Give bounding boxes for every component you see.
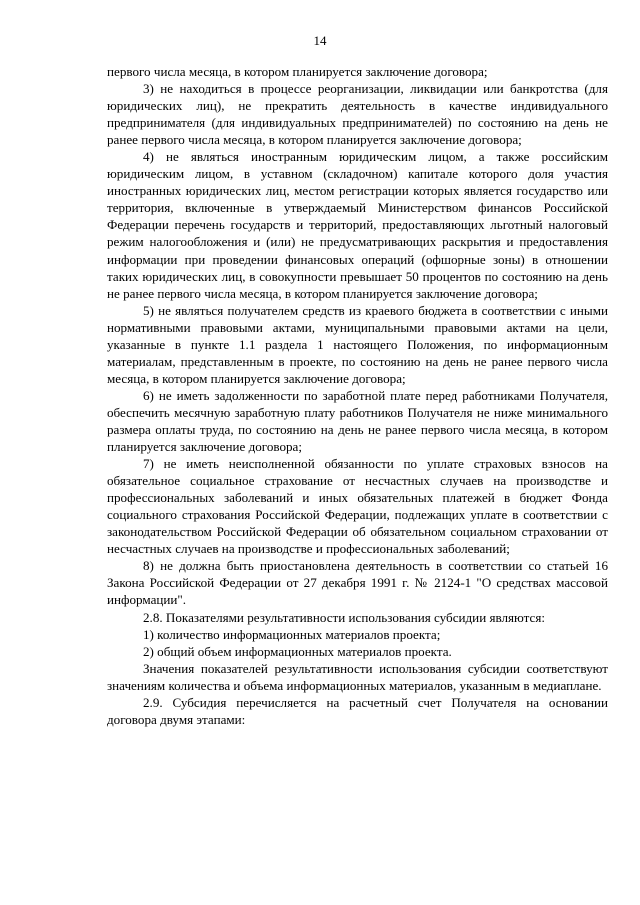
paragraph: 2.8. Показателями результативности использования субсидии являются: xyxy=(143,609,546,625)
paragraph: Значения показателей результативности использования субсидии соответствуют значениям количества и объема информационных материалов, указанным в медиаплане. xyxy=(107,660,608,693)
paragraph: 7) не иметь неисполненной обязанности по уплате страховых взносов на обязательное социальное страхование от несчастных случаев на производстве и профессиональных заболеваний и иных обязательных платежей в бюджет Фонда социального страхования Российской Федерации, подлежащих уплате в соответствии с законодательством Российской Федерации об обязательном социальном страховании от несчастных случаев на производстве и профессиональных заболеваний; xyxy=(107,456,608,557)
paragraph: 6) не иметь задолженности по заработной плате перед работниками Получателя, обеспечить месячную заработную плату работников Получателя не ниже минимального размера оплаты труда, по состоянию на день не ранее первого числа месяца, в котором планируется заключение договора; xyxy=(107,387,608,455)
paragraph: первого числа месяца, в котором планируется заключение договора; xyxy=(107,64,488,79)
list-item: 1) количество информационных материалов проекта; xyxy=(143,626,441,642)
document-body xyxy=(107,63,608,728)
paragraph: 3) не находиться в процессе реорганизации, ликвидации или банкротства (для юридических лиц), не прекратить деятельность в качестве индивидуального предпринимателя (для индивидуальных предпринимателей) по состоянию на день не ранее первого числа месяца, в котором планируется заключение договора; xyxy=(107,81,608,148)
paragraph: 2.9. Субсидия перечисляется на расчетный счет Получателя на основании договора двумя этапами: xyxy=(107,694,608,727)
paragraph: 4) не являться иностранным юридическим лицом, а также российским юридическим лицом, в уставном (складочном) капитале которого доля участия иностранных юридических лиц, местом регистрации которых является государство или территория, включенные в утверждаемый Министерством финансов Российской Федерации перечень государств и территорий, предоставляющих льготный налоговый режим налогообложения и (или) не предусматривающих раскрытия и предоставления информации при проведении финансовых операций (офшорные зоны) в отношении таких юридических лиц, в совокупности превышает 50 процентов по состоянию на день не ранее первого числа месяца, в котором планируется заключение договора; xyxy=(107,149,608,301)
paragraph: 5) не являться получателем средств из краевого бюджета в соответствии с иными нормативными правовыми актами, муниципальными правовыми актами на цели, указанные в пункте 1.1 раздела 1 настоящего Положения, по информационным материалам, представленным в проекте, по состоянию на день не ранее первого числа месяца, в котором планируется заключение договора; xyxy=(107,302,608,386)
page-number: 14 xyxy=(313,33,327,48)
list-item: 2) общий объем информационных материалов проекта. xyxy=(143,643,452,659)
paragraph: 8) не должна быть приостановлена деятельность в соответствии со статьей 16 Закона Российской Федерации от 27 декабря 1991 г. № 2124-1 "О средствах массовой информации". xyxy=(107,558,608,608)
